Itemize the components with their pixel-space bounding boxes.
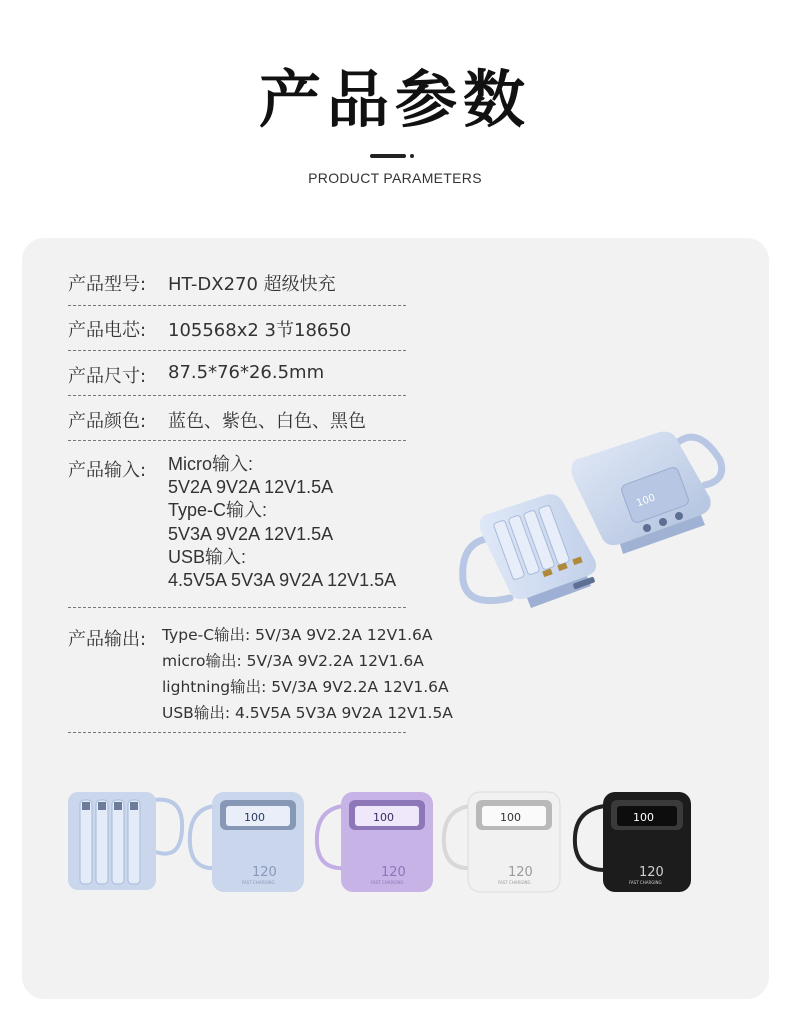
input-line: 4.5V5A 5V3A 9V2A 12V1.5A	[168, 570, 397, 591]
dashed-separator	[68, 350, 406, 351]
input-line: 5V2A 9V2A 12V1.5A	[168, 477, 334, 498]
page-title: 产品参数	[258, 63, 531, 136]
title-divider	[370, 154, 406, 158]
brand-mark: FAST CHARGING	[242, 880, 275, 885]
power-bank-hero-image	[455, 420, 745, 620]
capacity-mark: 120	[252, 865, 277, 880]
brand-mark: FAST CHARGING	[371, 880, 404, 885]
capacity-mark: 120	[639, 865, 664, 880]
spec-label: 产品颜色:	[68, 411, 147, 432]
title-divider-dot	[410, 154, 414, 158]
page-subtitle: PRODUCT PARAMETERS	[308, 170, 482, 186]
dashed-separator	[68, 305, 406, 306]
dashed-separator	[68, 440, 406, 441]
output-line: Type-C输出: 5V/3A 9V2.2A 12V1.6A	[162, 626, 433, 644]
spec-label: 产品电芯:	[68, 320, 147, 341]
brand-mark: FAST CHARGING	[498, 880, 531, 885]
display-readout: 100	[635, 492, 657, 510]
display-readout: 100	[633, 811, 654, 824]
spec-value: 87.5*76*26.5mm	[168, 362, 325, 383]
output-spec-list	[162, 622, 453, 726]
capacity-mark: 120	[381, 865, 406, 880]
display-readout: 100	[500, 811, 521, 824]
dashed-separator	[68, 607, 406, 608]
dashed-separator	[68, 395, 406, 396]
power-bank-purple	[313, 788, 441, 894]
power-bank-white	[440, 788, 568, 894]
input-line: 5V3A 9V2A 12V1.5A	[168, 523, 334, 544]
dashed-separator	[68, 732, 406, 733]
power-bank-blue-cables	[66, 790, 188, 894]
input-spec-list	[168, 453, 396, 592]
capacity-mark: 120	[508, 865, 533, 880]
spec-label: 产品型号:	[68, 274, 147, 295]
spec-value: 蓝色、紫色、白色、黑色	[168, 411, 366, 432]
power-bank-blue	[186, 788, 314, 894]
power-bank-black	[567, 788, 695, 894]
display-readout: 100	[244, 811, 265, 824]
input-line: Type-C输入:	[168, 500, 268, 521]
brand-mark: FAST CHARGING	[629, 880, 662, 885]
spec-value: HT-DX270 超级快充	[168, 274, 336, 295]
spec-label: 产品尺寸:	[68, 366, 147, 387]
input-line: Micro输入:	[168, 454, 253, 474]
output-line: micro输出: 5V/3A 9V2.2A 12V1.6A	[162, 652, 424, 670]
output-line: lightning输出: 5V/3A 9V2.2A 12V1.6A	[162, 678, 449, 696]
input-line: USB输入:	[168, 546, 247, 567]
spec-value: 105568x2 3节18650	[168, 320, 352, 341]
output-line: USB输出: 4.5V5A 5V3A 9V2A 12V1.5A	[162, 704, 453, 722]
spec-label: 产品输出:	[68, 629, 147, 650]
display-readout: 100	[373, 811, 394, 824]
spec-label: 产品输入:	[68, 460, 147, 481]
